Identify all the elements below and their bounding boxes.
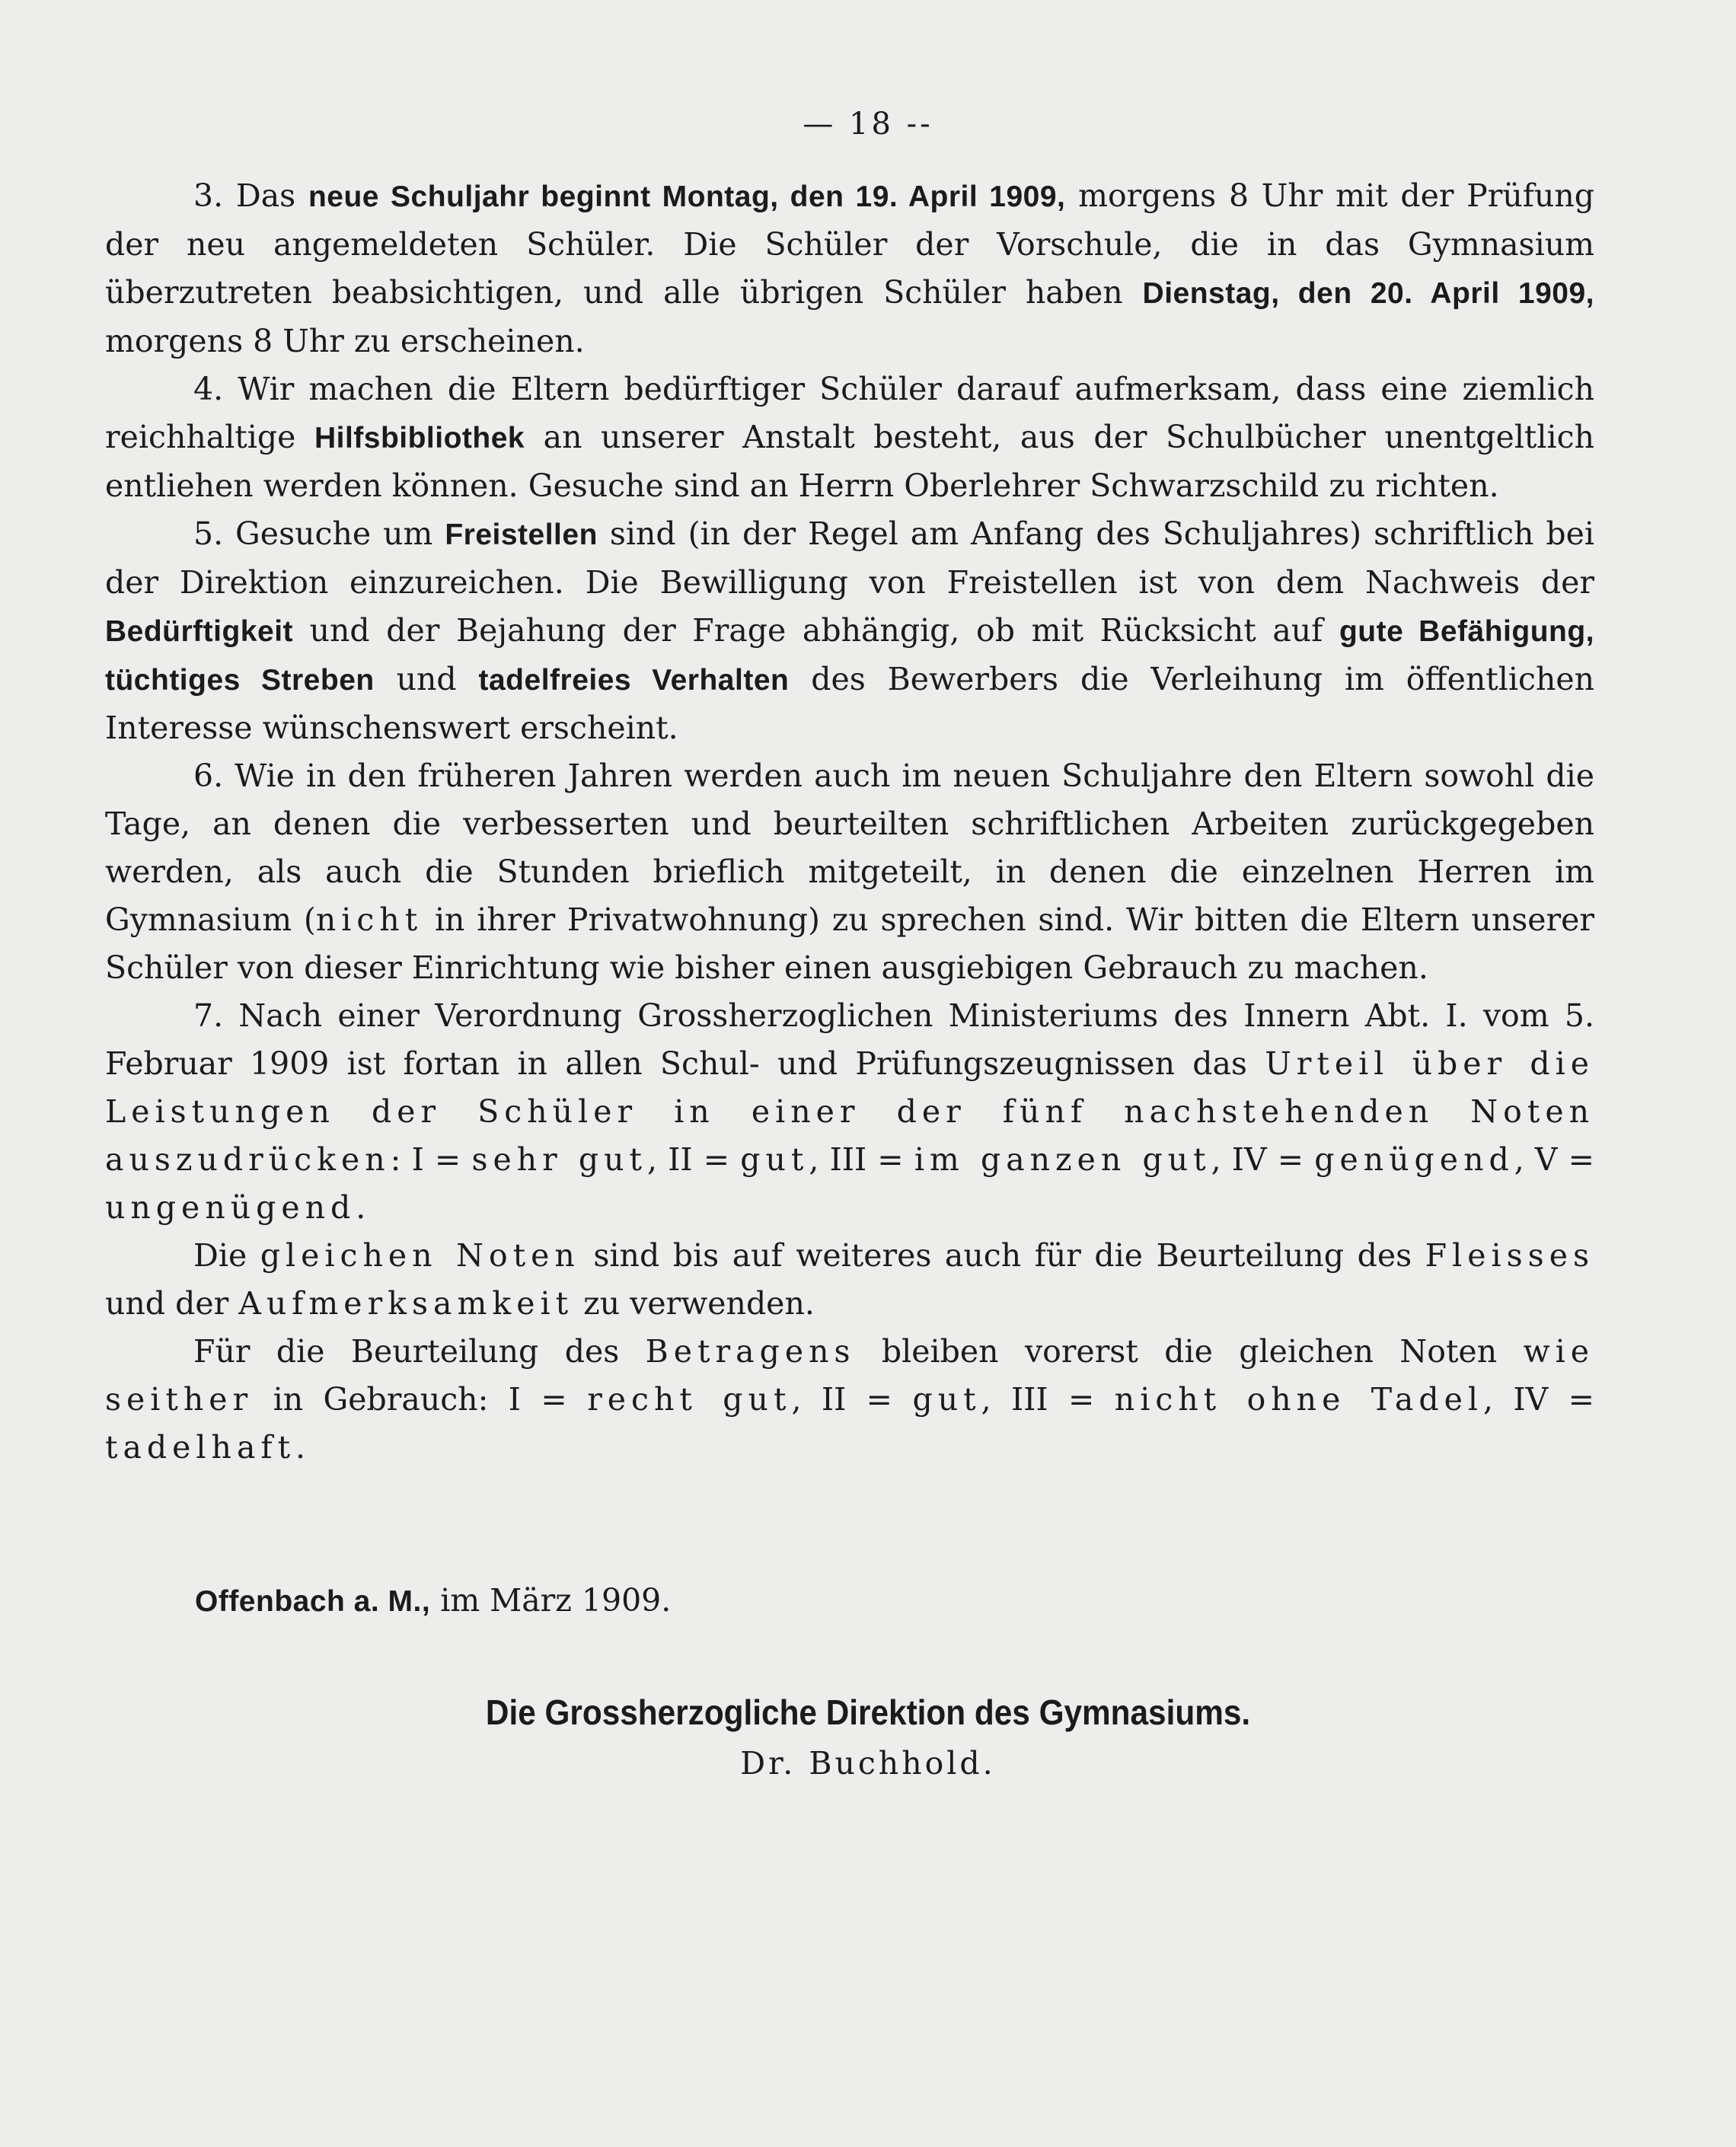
paragraph-3 <box>105 172 1594 365</box>
spaced-text: im ganzen gut <box>914 1141 1211 1178</box>
spaced-text: Betragens <box>645 1333 856 1370</box>
spaced-text: genügend <box>1314 1141 1514 1178</box>
paragraph-9 <box>105 1328 1594 1472</box>
document-body <box>105 172 1594 1472</box>
bold-text: Dienstag, den 20. April 1909, <box>1142 277 1594 310</box>
spaced-text: Fleisses <box>1425 1237 1594 1274</box>
bold-text: tadelfreies Verhalten <box>478 664 790 697</box>
spaced-text: nicht ohne Tadel <box>1114 1381 1483 1418</box>
text: , IV = <box>1482 1381 1594 1418</box>
spaced-text: gut <box>912 1381 981 1418</box>
text: und der <box>105 1285 239 1322</box>
text: . <box>295 1429 306 1466</box>
spaced-text: Urteil über die Leistungen der Schüler in einer der fünf nachstehenden Noten auszudrücken <box>105 1045 1594 1178</box>
text: morgens 8 Uhr mit der Prüfung der neu angemeldeten Schüler. Die Schüler der Vorschule, die in das Gymnasium überzutreten beabsichtigen, und alle übrigen Schüler haben <box>105 177 1594 311</box>
paragraph-7 <box>105 992 1594 1232</box>
text: : I = <box>390 1141 472 1178</box>
text: zu verwenden. <box>573 1285 815 1322</box>
spaced-text: ungenügend <box>105 1189 356 1226</box>
text: 5. Gesuche um <box>193 515 445 552</box>
text: sind bis auf weiteres auch für die Beurteilung des <box>579 1237 1425 1274</box>
text: morgens 8 Uhr zu erscheinen. <box>105 323 585 359</box>
text: , II = <box>791 1381 913 1418</box>
text: Für die Beurteilung des <box>193 1333 646 1370</box>
text: in Gebrauch: I = <box>253 1381 588 1418</box>
spaced-text: sehr gut <box>471 1141 648 1178</box>
signatory-authority: Die Grossherzogliche Direktion des Gymnasiums. <box>485 1692 1251 1732</box>
bold-text: Freistellen <box>445 518 598 551</box>
text: . <box>356 1189 366 1226</box>
date-text: im März 1909. <box>430 1582 672 1619</box>
text: 4. Wir machen die Eltern bedürftiger Schüler darauf aufmerksam, dass eine ziemlich reichhaltige <box>105 371 1594 455</box>
bold-text: gute Befähigung, tüchtiges Streben <box>105 615 1594 697</box>
paragraph-8 <box>105 1232 1594 1328</box>
spaced-text: recht gut <box>587 1381 792 1418</box>
text: , III = <box>981 1381 1115 1418</box>
text: bleiben vorerst die gleichen Noten <box>855 1333 1524 1370</box>
text: 6. Wie in den früheren Jahren werden auch im neuen Schuljahre den Eltern sowohl die Tage, an denen die verbesserten und beurteilten schriftlichen Arbeiten zurückgegeben werden, als auch die Stunden brieflich mitgeteilt, in denen die einzelnen Herren im Gymnasium ( <box>105 758 1594 938</box>
paragraph-5 <box>105 510 1594 752</box>
text: und der Bejahung der Frage abhängig, ob mit Rücksicht auf <box>293 612 1339 649</box>
spaced-text: gut <box>740 1141 809 1178</box>
text: in ihrer Privatwohnung) zu sprechen sind. Wir bitten die Eltern unserer Schüler von dieser Einrichtung wie bisher einen ausgiebigen Gebrauch zu machen. <box>105 901 1595 986</box>
spaced-text: gleichen Noten <box>260 1237 580 1274</box>
text: 7. Nach einer Verordnung Grossherzoglichen Ministeriums des Innern Abt. I. vom 5. Februar 1909 ist fortan in allen Schul- und Prüfungszeugnissen das <box>105 997 1594 1082</box>
spaced-text: nicht <box>315 901 423 938</box>
bold-text: Bedürftigkeit <box>105 615 294 648</box>
page-number: — 18 -- <box>803 107 933 142</box>
paragraph-6 <box>105 752 1594 992</box>
spaced-text: wie seither <box>105 1333 1594 1418</box>
paragraph-4 <box>105 365 1594 510</box>
text: an unserer Anstalt besteht, aus der Schulbücher unentgeltlich entliehen werden können. Gesuche sind an Herrn Oberlehrer Schwarzschild zu richten. <box>105 419 1595 504</box>
text: 3. Das <box>193 177 308 214</box>
text: , IV = <box>1211 1141 1315 1178</box>
bold-text: neue Schuljahr beginnt Montag, den 19. April 1909, <box>308 180 1066 213</box>
text: sind (in der Regel am Anfang des Schuljahres) schriftlich bei der Direktion einzureichen. Die Bewilligung von Freistellen ist von dem Nachweis der <box>105 515 1595 601</box>
place-and-date <box>195 1582 671 1619</box>
text: Die <box>193 1237 260 1274</box>
text: des Bewerbers die Verleihung im öffentlichen Interesse wünschenswert erscheint. <box>105 661 1595 746</box>
text: und <box>374 661 479 697</box>
bold-text: Hilfsbibliothek <box>314 422 525 455</box>
text: , V = <box>1514 1141 1595 1178</box>
spaced-text: tadelhaft <box>105 1429 296 1466</box>
place-text: Offenbach a. M., <box>195 1585 431 1618</box>
spaced-text: Aufmerksamkeit <box>238 1285 574 1322</box>
text: , II = <box>647 1141 741 1178</box>
signatory-name: Dr. Buchhold. <box>740 1745 996 1782</box>
text: , III = <box>809 1141 914 1178</box>
